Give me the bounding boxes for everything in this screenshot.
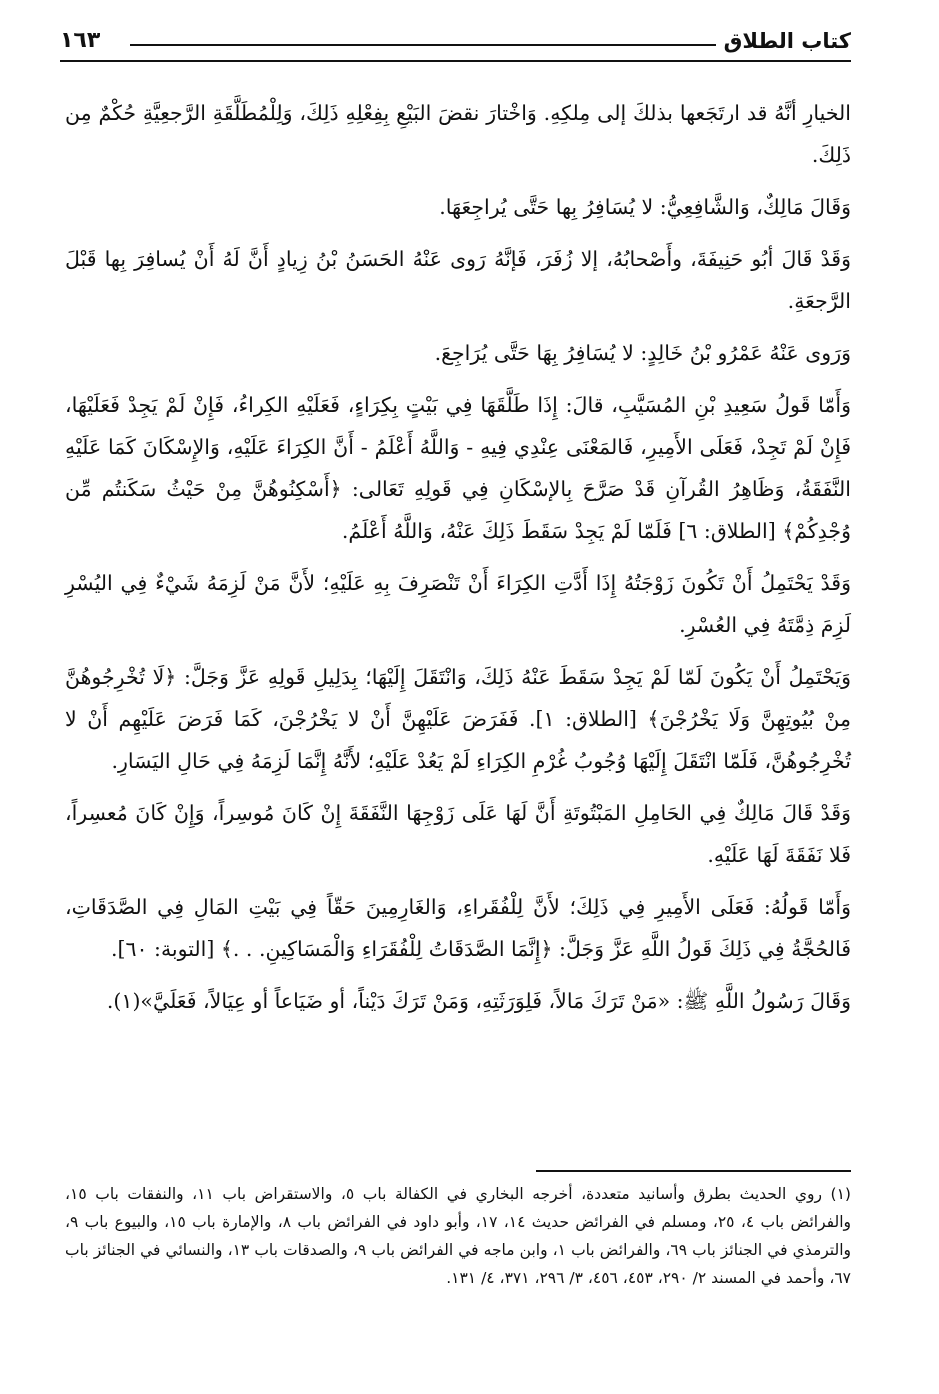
paragraph: وَأَمّا قَولُ سَعِيدِ بْنِ المُسَيَّبِ، قالَ: إِذَا طَلَّقَهَا فِي بَيْتٍ بِكِرَاءٍ، فَعَلَيْهِ الكِراءُ، فَإِنْ لَمْ يَجِدْ فَعَلَيْهَا، فَإِنْ لَمْ تَجِدْ، فَعَلَى الأَمِيرِ، فَالمَعْنَى عِنْدِي فِيهِ - وَاللَّهُ أَعْلَمُ - أَنَّ الكِرَاءَ عَلَيْهِ، وَالإِسْكَانَ كَمَا عَلَيْهِ النَّفَقَةُ، وَظَاهِرُ القُرآنِ قَدْ صَرَّحَ بِالإسْكَانِ فِي قَولِهِ تَعَالى: ﴿أَسْكِنُوهُنَّ مِنْ حَيْثُ سَكَنتُم مِّن وُجْدِكُمْ﴾ [الطلاق: ٦] فَلَمّا لَمْ يَجِدْ سَقَطَ ذَلِكَ عَنْهُ، وَاللَّهُ أَعْلَمُ. xyxy=(65,393,851,543)
page-number: ١٦٣ xyxy=(60,28,101,53)
header-rule xyxy=(130,44,716,46)
paragraph: وَقَدْ قَالَ مَالِكٌ فِي الحَامِلِ المَبْتُوتَةِ أَنَّ لَهَا عَلَى زَوْجِهَا النَّفَقَةَ إِنْ كَانَ مُوسِراً، وَإِنْ كَانَ مُعسِراً، فَلا نَفَقَةَ لَهَا عَلَيْهِ. xyxy=(65,801,851,867)
main-text xyxy=(65,92,851,1032)
paragraph: وَقَدْ قَالَ أبُو حَنِيفَةَ، وأَصْحابُهُ، إلا زُفَرَ، فَإنَّهُ رَوى عَنْهُ الحَسَنُ بْنُ زِيادٍ أَنَّ لَهُ أَنْ يُسافِرَ بِها قَبْلَ الرَّجعَةِ. xyxy=(65,247,851,313)
paragraph: وَقَالَ رَسُولُ اللَّهِ ﷺ: «مَنْ تَرَكَ مَالاً، فَلِوَرَثَتِهِ، وَمَنْ تَرَكَ دَيْناً، أو ضَيَاعاً أو عِيَالاً، فَعَلَيَّ»(١). xyxy=(106,989,851,1013)
paragraph: وَأَمّا قَولُهُ: فَعَلَى الأَمِيرِ فِي ذَلِكَ؛ لأَنَّ لِلْفُقَراءِ، وَالغَارِمِينَ حَقّاً فِي بَيْتِ المَالِ فِي الصَّدَقَاتِ، فَالحُجَّةُ فِي ذَلِكَ قَولُ اللَّهِ عَزَّ وَجَلَّ: ﴿إِنَّمَا الصَّدَقَاتُ لِلْفُقَرَاءِ وَالْمَسَاكِينِ. . .﴾ [التوبة: ٦٠]. xyxy=(65,895,851,961)
running-header xyxy=(60,26,851,60)
paragraph: وَرَوى عَنْهُ عَمْرُو بْنُ خَالِدٍ: لا يُسَافِرُ بِهَا حَتَّى يُرَاجِعَ. xyxy=(434,341,851,365)
header-underline xyxy=(60,60,851,62)
paragraph: وَقَالَ مَالِكٌ، وَالشَّافِعِيُّ: لا يُسَافِرُ بِها حَتَّى يُراجِعَهَا. xyxy=(439,195,851,219)
chapter-title: كتاب الطلاق xyxy=(723,29,851,53)
paragraph: الخيارِ أنَّهُ قد ارتَجَعها بذلكَ إلى مِلكِهِ. وَاخْتارَ نقضَ البَيْعِ بِفِعْلِهِ ذَلِكَ، وَلِلْمُطَلَّقَةِ الرَّجعِيَّةِ حُكْمٌ مِن ذَلِكَ. xyxy=(65,101,851,167)
footnote xyxy=(65,1180,851,1292)
paragraph: وَيَحْتَمِلُ أَنْ يَكُونَ لَمّا لَمْ يَجِدْ سَقَطَ عَنْهُ ذَلِكَ، وَانْتَقَلَ إِلَيْهَا؛ بِدَلِيلِ قَولِهِ عَزَّ وَجَلَّ: ﴿لَا تُخْرِجُوهُنَّ مِنْ بُيُوتِهِنَّ وَلَا يَخْرُجْنَ﴾ [الطلاق: ١]. فَفَرَضَ عَلَيْهِنَّ أَنْ لا يَخْرُجْنَ، كَمَا فَرَضَ عَلَيْهِم أَنْ لا تُخْرِجُوهُنَّ، فَلَمّا انْتَقَلَ إِلَيْهَا وُجُوبُ غُرْمِ الكِرَاءِ لَمْ يَعُدْ عَلَيْهِ؛ لأَنَّهُ إِنَّمَا لَزِمَهُ فِي حَالِ اليَسَارِ. xyxy=(65,665,852,773)
paragraph: وَقَدْ يَحْتَمِلُ أَنْ تَكُونَ زَوْجَتُهُ إِذَا أَدَّتِ الكِرَاءَ أَنْ تَنْصَرِفَ بِهِ عَلَيْهِ؛ لأَنَّ مَنْ لَزِمَهُ شَيْءٌ فِي اليُسْرِ لَزِمَ ذِمَّتَهُ فِي العُسْرِ. xyxy=(65,571,851,637)
footnote-separator xyxy=(536,1170,851,1172)
footnote-text: (١) روي الحديث بطرق وأسانيد متعددة، أخرجه البخاري في الكفالة باب ٥، والاستقراض باب ١١، والنفقات باب ١٥، والفرائض باب ٤، ٢٥، ومسلم في الفرائض حديث ١٤، ١٧، وأبو داود في الفرائض باب ٨، والإمارة باب ١٥، والبيوع باب ٩، والترمذي في الجنائز باب ٦٩، والفرائض باب ١، وابن ماجه في الفرائض باب ٩، والصدقات باب ١٣، والنسائي في الجنائز باب ٦٧، وأحمد في المسند ٢/ ٢٩٠، ٤٥٣، ٤٥٦، ٣/ ٢٩٦، ٣٧١، ٤/ ١٣١. xyxy=(65,1185,851,1287)
